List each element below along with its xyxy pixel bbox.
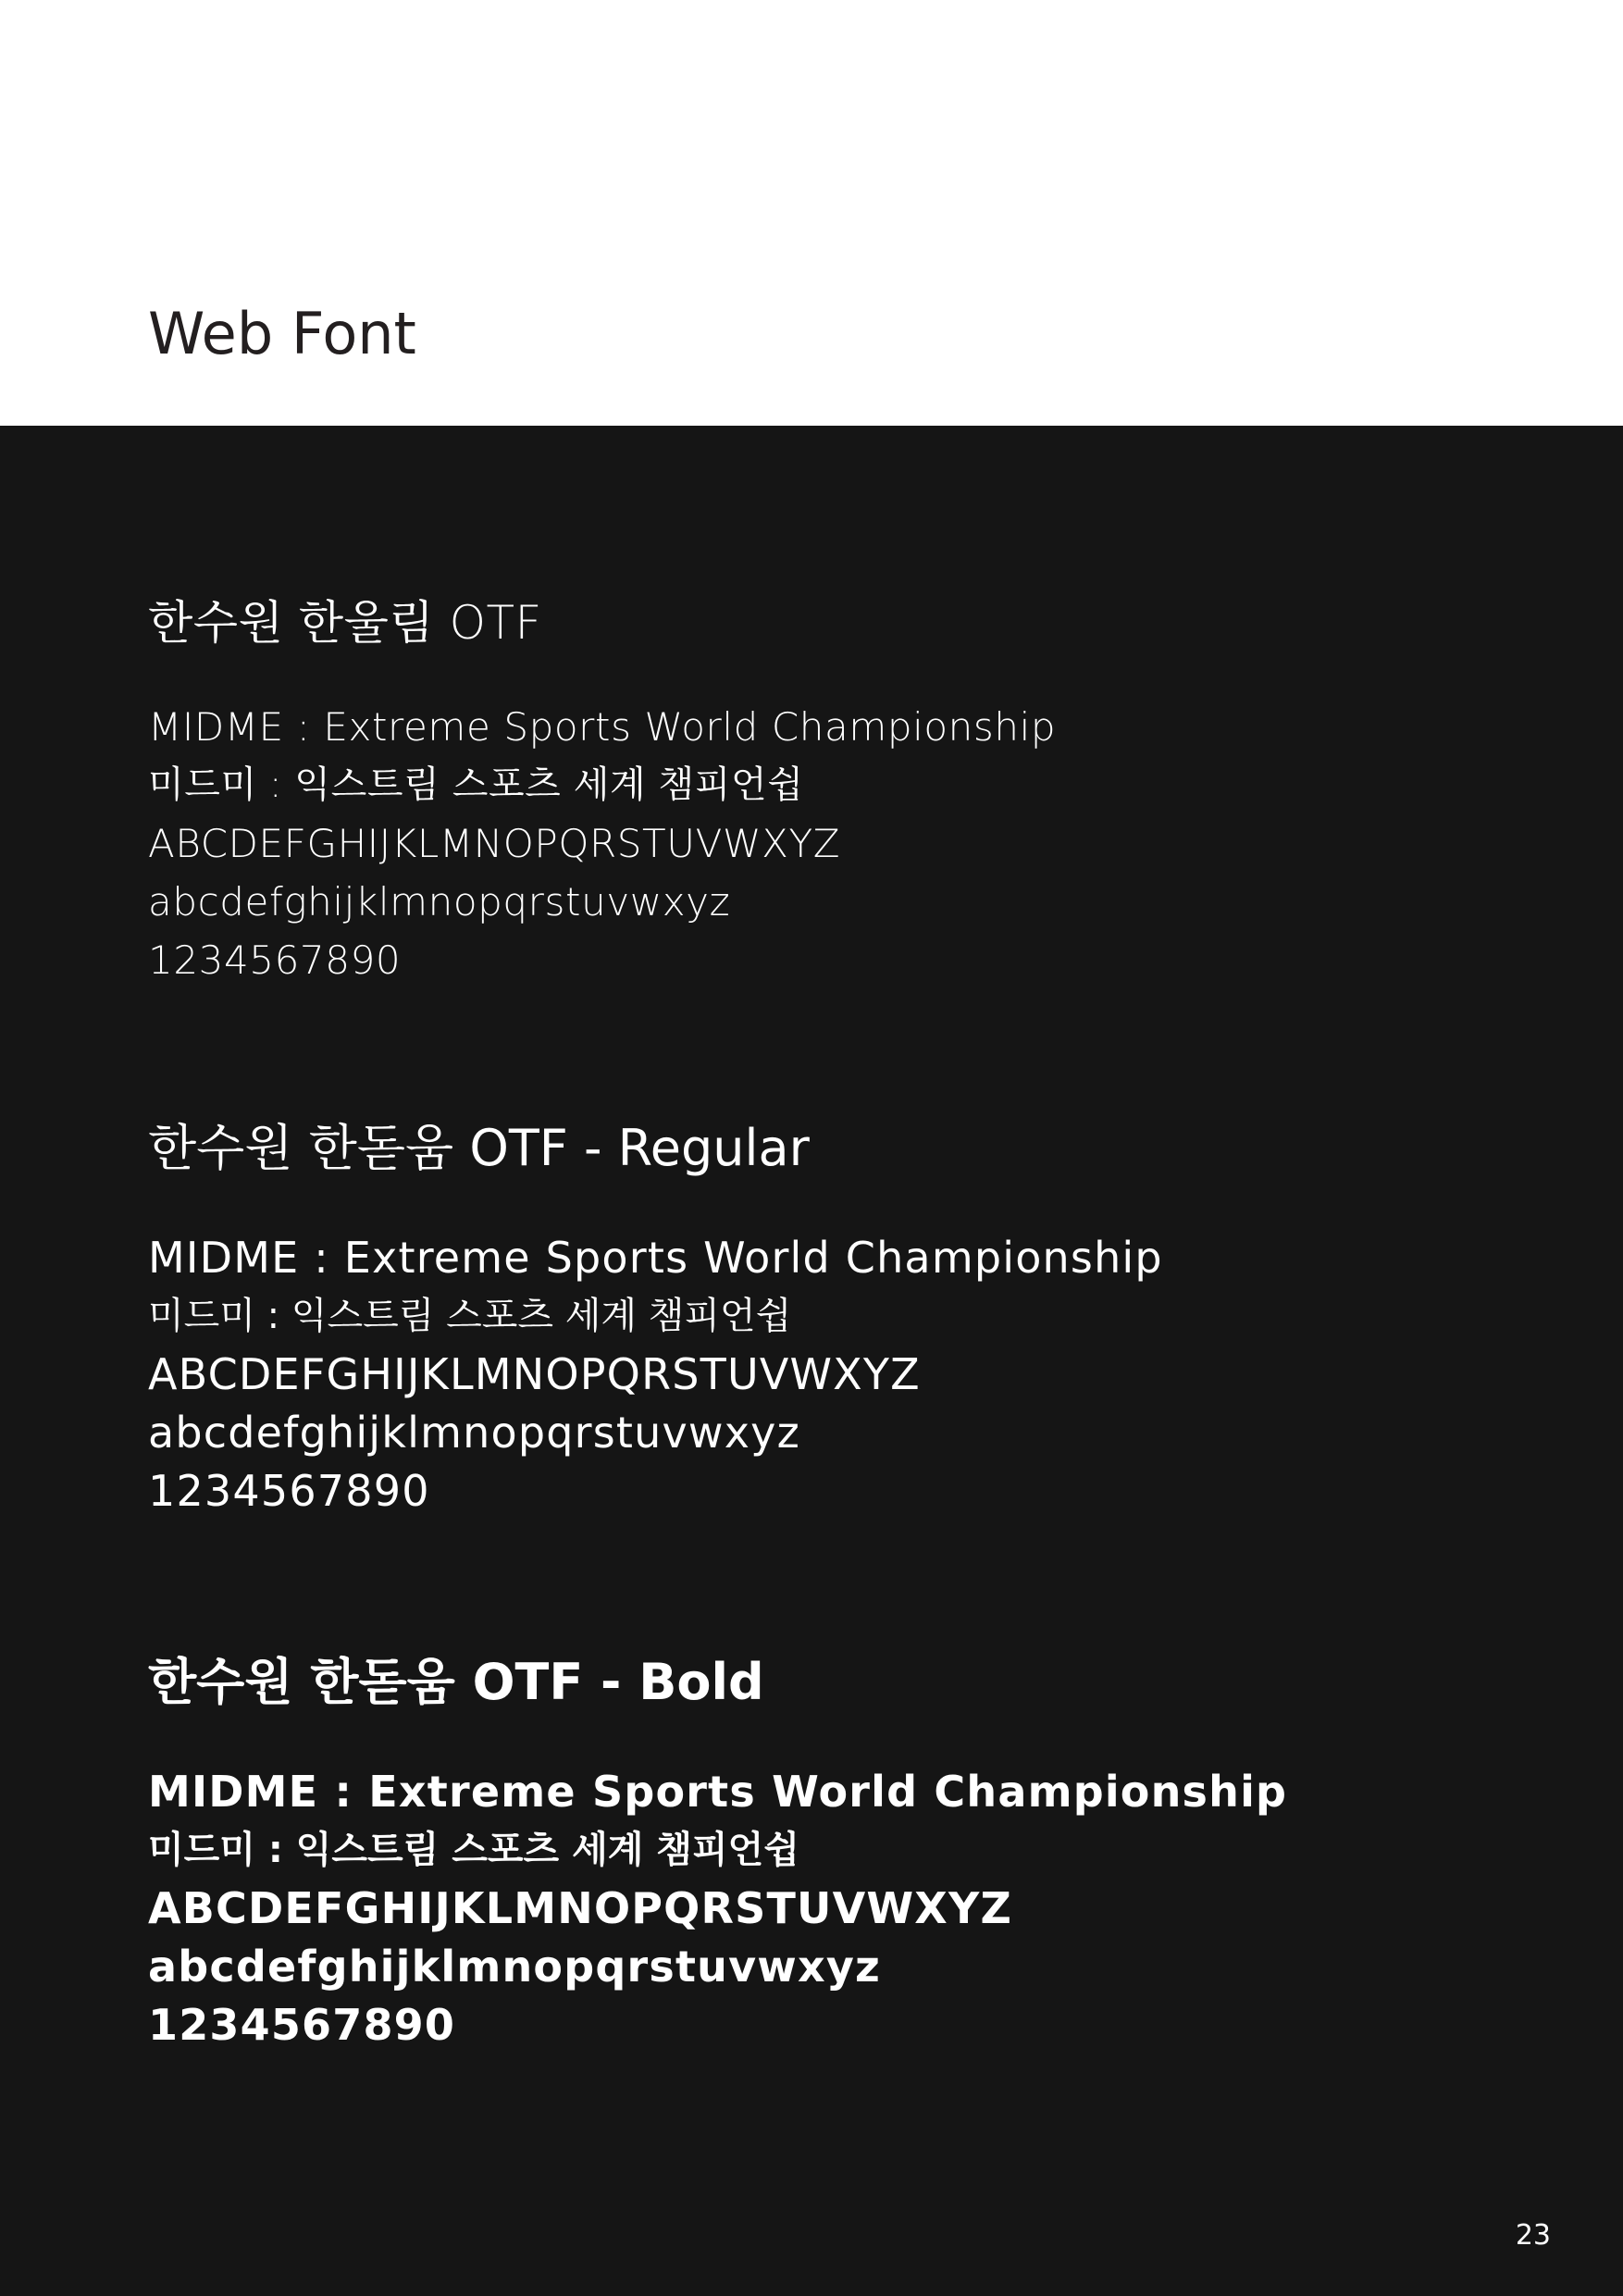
page-header: [0, 0, 1623, 426]
sample-line-korean: 미드미 : 익스트림 스포츠 세계 챔피언쉽: [148, 1829, 799, 1871]
font-name: 한수원 한돋움 OTF - Bold: [148, 1653, 764, 1711]
font-specimen-hanullim: [148, 596, 1057, 989]
page-title: Web Font: [148, 300, 416, 367]
sample-line-digits: 1234567890: [148, 1466, 430, 1516]
font-specimen-handotum-bold: [148, 1653, 1288, 2054]
sample-line-digits: 1234567890: [148, 2000, 456, 2050]
sample-line-uppercase: ABCDEFGHIJKLMNOPQRSTUVWXYZ: [148, 1349, 921, 1399]
page-number: 23: [1515, 2219, 1551, 2252]
sample-line-english: MIDME : Extreme Sports World Championship: [148, 1233, 1163, 1283]
sample-lines: [148, 1763, 1287, 2054]
sample-line-lowercase: abcdefghijklmnopqrstuvwxyz: [148, 1408, 800, 1458]
font-name: 한수원 한돋움 OTF - Regular: [148, 1119, 810, 1177]
sample-lines: [148, 698, 1056, 989]
sample-line-lowercase: abcdefghijklmnopqrstuvwxyz: [148, 1942, 881, 1992]
font-specimen-handotum-regular: [148, 1119, 1163, 1520]
sample-line-korean: 미드미 : 익스트림 스포츠 세계 챔피언쉽: [148, 1295, 792, 1337]
sample-line-digits: 1234567890: [148, 937, 402, 983]
sample-line-lowercase: abcdefghijklmnopqrstuvwxyz: [148, 879, 731, 925]
sample-lines: [148, 1229, 1163, 1520]
sample-line-uppercase: ABCDEFGHIJKLMNOPQRSTUVWXYZ: [148, 1883, 1013, 1933]
sample-line-english: MIDME : Extreme Sports World Championship: [148, 704, 1057, 750]
sample-line-korean: 미드미 : 익스트림 스포츠 세계 챔피언쉽: [148, 763, 804, 806]
sample-line-english: MIDME : Extreme Sports World Championship: [148, 1767, 1288, 1817]
font-name: 한수원 한울림 OTF: [148, 596, 542, 650]
sample-line-uppercase: ABCDEFGHIJKLMNOPQRSTUVWXYZ: [148, 821, 841, 866]
